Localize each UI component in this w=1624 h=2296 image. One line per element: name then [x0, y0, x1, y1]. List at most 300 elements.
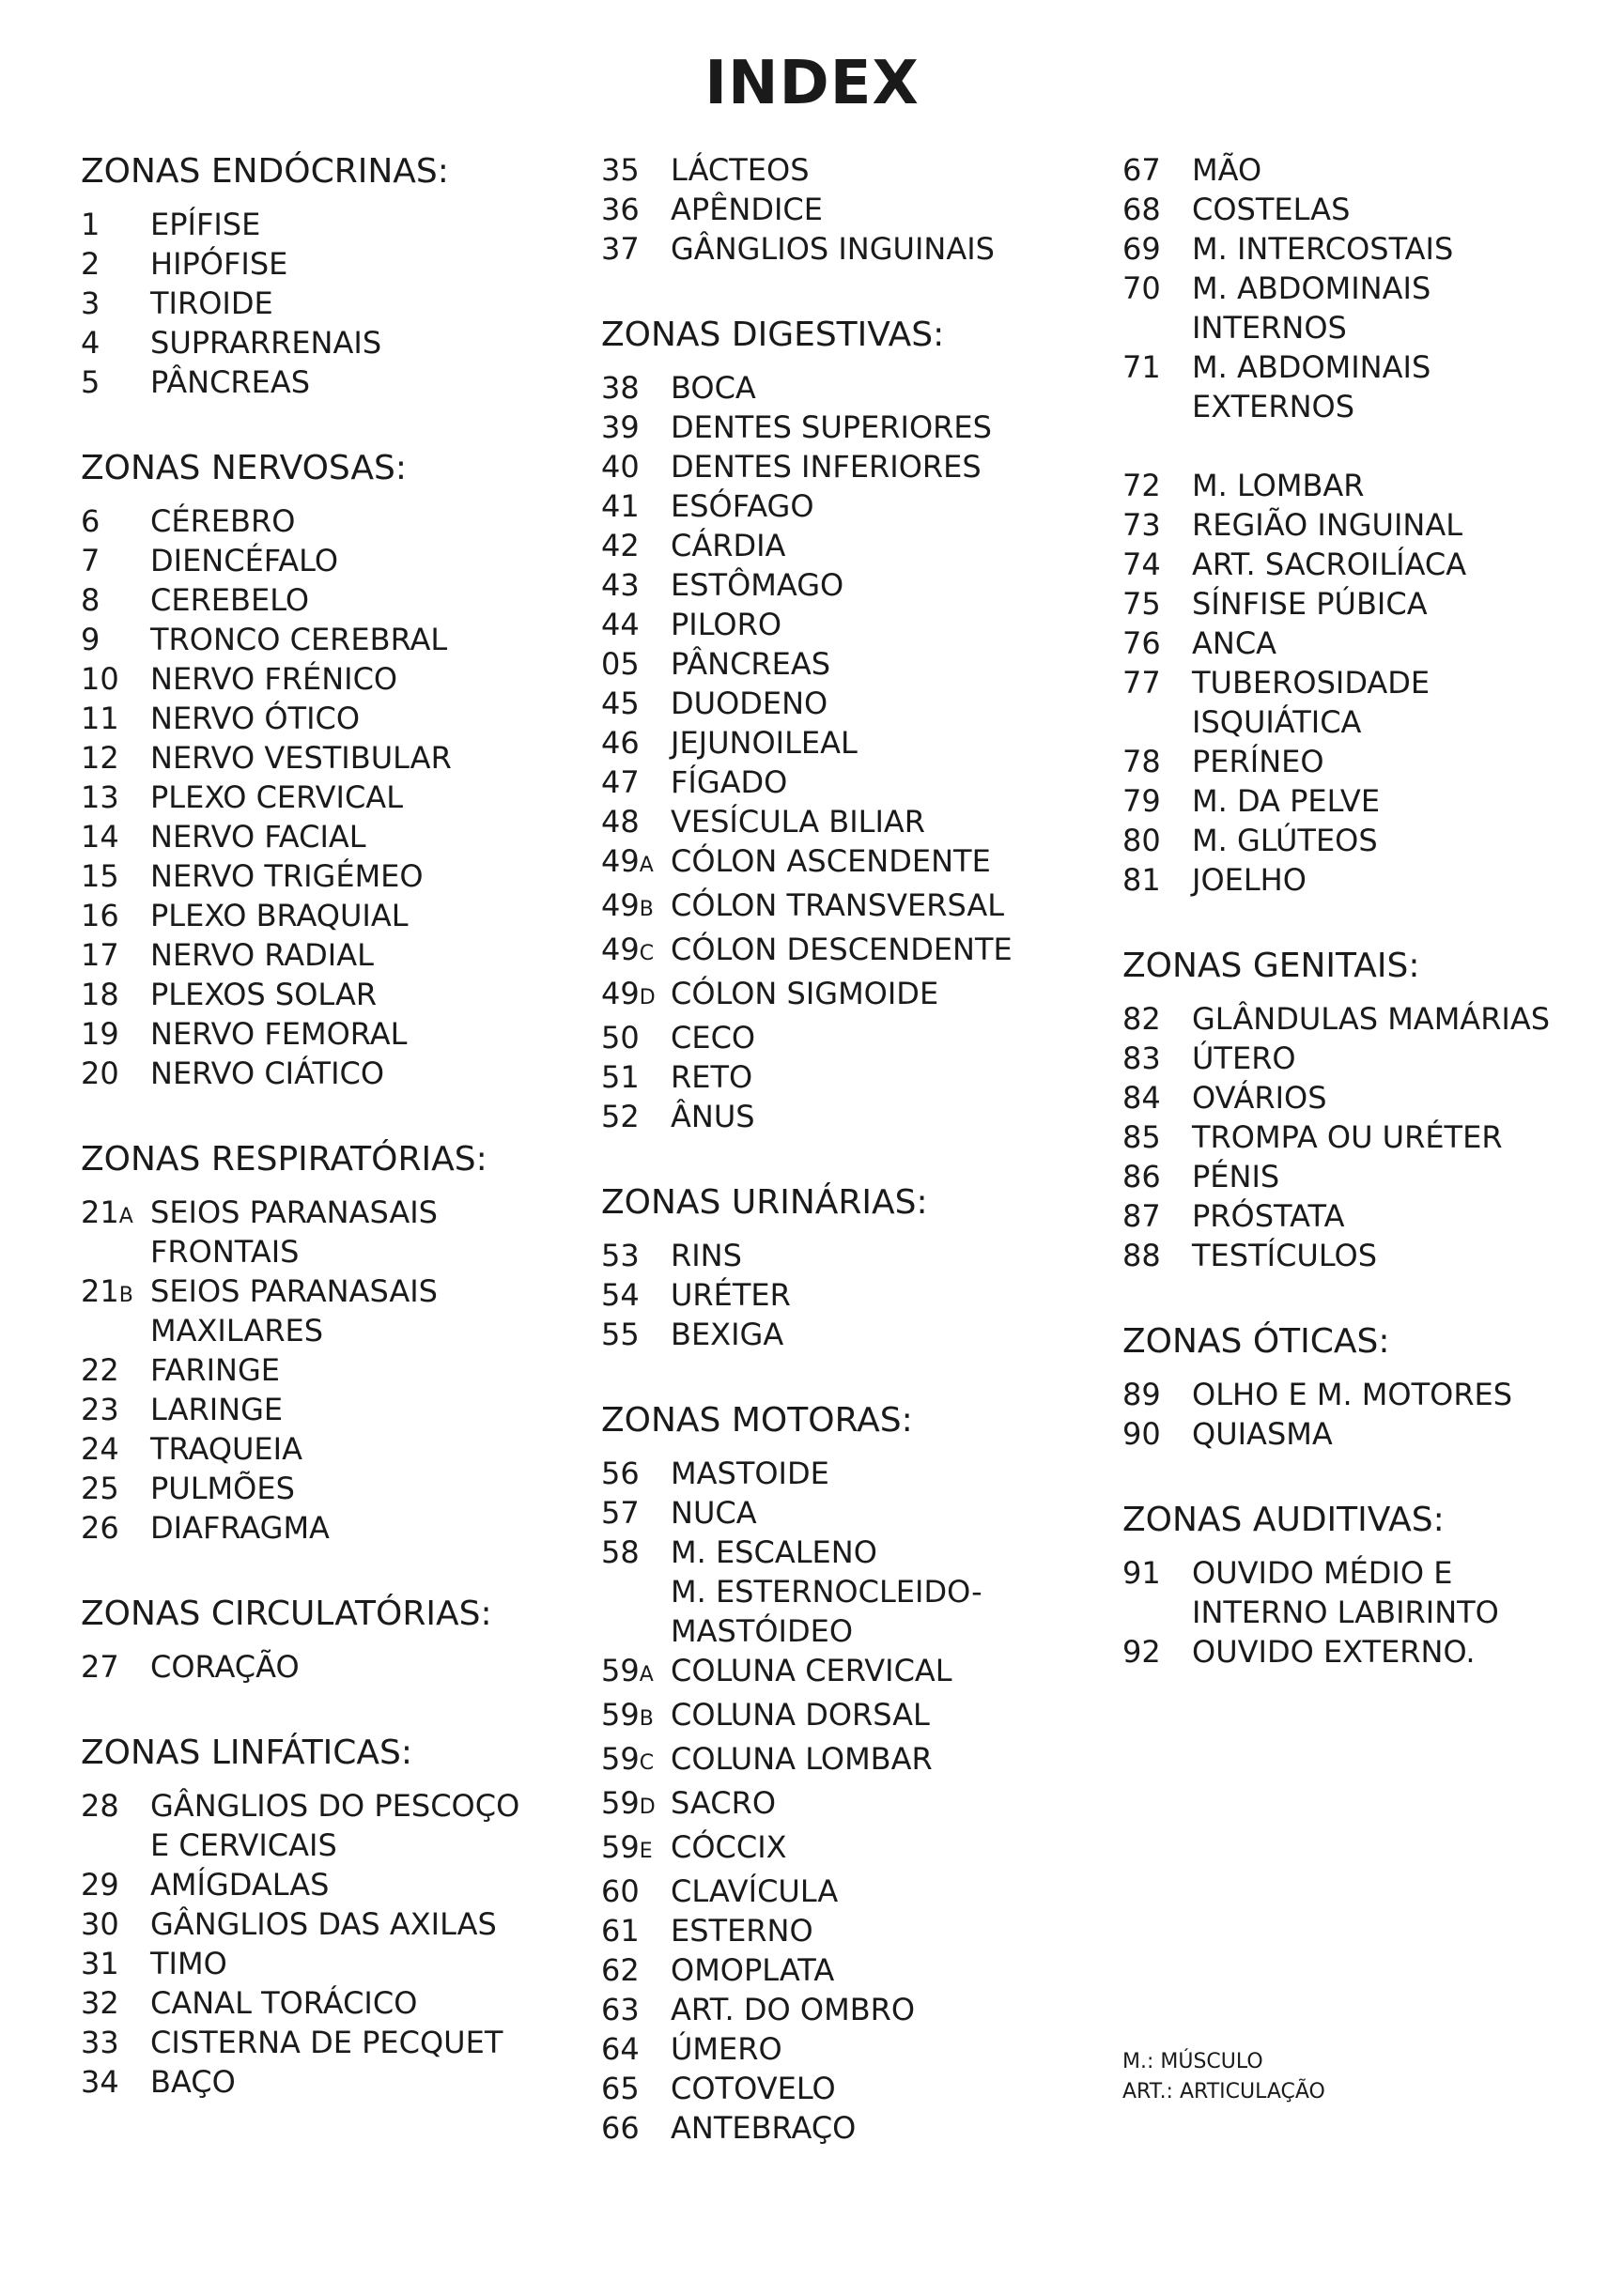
- entry-number-value: 66: [601, 2110, 640, 2146]
- entry-number-value: 44: [601, 607, 640, 642]
- entry-label: [671, 1783, 1090, 1827]
- index-entry: [601, 2029, 1090, 2069]
- entry-number-value: 14: [81, 819, 119, 855]
- entry-number: [601, 2108, 671, 2148]
- entry-number: [81, 856, 150, 896]
- entry-label-line: GÂNGLIOS DO PESCOÇO: [150, 1788, 520, 1824]
- index-entry: [81, 1983, 569, 2023]
- index-entry: [601, 930, 1090, 974]
- section-heading: ZONAS ENDÓCRINAS:: [81, 152, 449, 191]
- entry-label-line: TIMO: [150, 1946, 227, 1981]
- entry-number-value: 58: [601, 1534, 640, 1570]
- entry-number: [601, 1057, 671, 1097]
- entry-number-value: 85: [1122, 1119, 1161, 1155]
- index-entry: [601, 763, 1090, 802]
- entry-number-value: 82: [1122, 1001, 1161, 1037]
- index-entry: [1122, 466, 1611, 505]
- entry-label: [671, 2029, 1090, 2069]
- entry-number-value: 42: [601, 528, 640, 563]
- entry-number: [601, 644, 671, 684]
- entry-number-value: 21: [81, 1194, 119, 1230]
- entry-number: [81, 1271, 150, 1350]
- entry-number-suffix: B: [639, 1707, 654, 1731]
- section-heading: ZONAS CIRCULATÓRIAS:: [81, 1595, 492, 1633]
- section-heading: ZONAS NERVOSAS:: [81, 449, 408, 487]
- entry-label: [1192, 624, 1611, 663]
- entry-label: [671, 1911, 1090, 1950]
- entry-number: [81, 935, 150, 975]
- entry-label: [1192, 821, 1611, 860]
- entry-label-line: RETO: [671, 1059, 753, 1095]
- index-entry: [601, 644, 1090, 684]
- entry-label-line: ISQUIÁTICA: [1192, 704, 1362, 740]
- entry-number-value: 71: [1122, 349, 1161, 385]
- index-entry: [1122, 1414, 1611, 1454]
- entry-number: [601, 1454, 671, 1493]
- entry-number-value: 91: [1122, 1555, 1161, 1591]
- entry-label: [1192, 347, 1611, 426]
- index-entry: [601, 1827, 1090, 1872]
- entry-label: [671, 723, 1090, 763]
- entry-label-line: PERÍNEO: [1192, 744, 1324, 779]
- entry-label-line: SEIOS PARANASAIS: [150, 1273, 438, 1309]
- entry-label: [1192, 269, 1611, 347]
- entry-label-line: COSTELAS: [1192, 192, 1351, 227]
- entry-number: [601, 930, 671, 974]
- entry-number: [81, 2062, 150, 2102]
- entry-number-value: 5: [81, 364, 101, 400]
- entry-number-value: 11: [81, 701, 119, 736]
- entry-number-value: 59: [601, 1653, 640, 1688]
- entry-label: [150, 244, 569, 284]
- entry-label: [1192, 860, 1611, 900]
- entry-number-value: 89: [1122, 1377, 1161, 1412]
- column-1: [81, 150, 569, 2147]
- entry-number: [81, 817, 150, 856]
- entry-number: [81, 2023, 150, 2062]
- entry-number-value: 6: [81, 503, 101, 539]
- entry-label-line: HIPÓFISE: [150, 246, 288, 282]
- entry-number-value: 59: [601, 1829, 640, 1865]
- entry-label: [671, 447, 1090, 486]
- entry-label-line: CORAÇÃO: [150, 1649, 300, 1685]
- entry-label: [150, 975, 569, 1014]
- index-entry: [1122, 1039, 1611, 1078]
- entry-number: [81, 778, 150, 817]
- index-entry: [601, 974, 1090, 1018]
- entry-label-line: CANAL TORÁCICO: [150, 1985, 418, 2021]
- index-entry: [601, 1872, 1090, 1911]
- entry-number: [601, 368, 671, 408]
- entry-label-line: NERVO ÓTICO: [150, 701, 361, 736]
- entry-number: [601, 886, 671, 930]
- entry-label: [150, 1647, 569, 1687]
- index-entry: [81, 362, 569, 402]
- index-entry: [81, 501, 569, 541]
- entry-label-line: SUPRARRENAIS: [150, 325, 382, 361]
- index-entry: [601, 408, 1090, 447]
- entry-label-line: NERVO VESTIBULAR: [150, 740, 452, 776]
- entry-number-value: 33: [81, 2025, 119, 2060]
- entry-number-value: 92: [1122, 1634, 1161, 1670]
- entry-label-line: M. GLÚTEOS: [1192, 823, 1378, 858]
- entry-number-value: 32: [81, 1985, 119, 2021]
- entry-label-line: PILORO: [671, 607, 782, 642]
- entry-label-line: TRAQUEIA: [150, 1431, 302, 1467]
- entry-number: [601, 447, 671, 486]
- entry-label-line: INTERNOS: [1192, 310, 1347, 346]
- entry-label: [1192, 1375, 1611, 1414]
- index-entry: [81, 856, 569, 896]
- entry-label-line: SÍNFISE PÚBICA: [1192, 586, 1428, 622]
- entry-number-value: 22: [81, 1352, 119, 1388]
- entry-label: [150, 1390, 569, 1429]
- section-heading: ZONAS AUDITIVAS:: [1122, 1501, 1445, 1539]
- entry-number: [601, 1783, 671, 1827]
- entry-label: [671, 1651, 1090, 1695]
- entry-label-line: DIENCÉFALO: [150, 543, 339, 578]
- entry-number-value: 49: [601, 932, 640, 967]
- entry-number-value: 27: [81, 1649, 119, 1685]
- entry-label: [671, 1057, 1090, 1097]
- entry-label-line: ÂNUS: [671, 1099, 755, 1134]
- index-entry: [81, 1350, 569, 1390]
- entry-number-value: 47: [601, 764, 640, 800]
- entry-number-value: 84: [1122, 1080, 1161, 1116]
- entry-label-line: CÓCCIX: [671, 1829, 787, 1865]
- entry-number: [1122, 1632, 1192, 1672]
- entry-number-suffix: B: [118, 1284, 133, 1307]
- entry-number: [1122, 150, 1192, 190]
- index-entry: [601, 2069, 1090, 2108]
- entry-number-value: 21: [81, 1273, 119, 1309]
- entry-number-value: 17: [81, 937, 119, 973]
- entry-label: [671, 150, 1090, 190]
- entry-label: [150, 778, 569, 817]
- entry-number-suffix: E: [639, 1840, 653, 1863]
- index-entry: [1122, 860, 1611, 900]
- page-title: INDEX: [704, 49, 920, 118]
- section-endocrinas: [81, 150, 569, 402]
- entry-label: [150, 699, 569, 738]
- entry-label: [150, 817, 569, 856]
- entry-number: [1122, 347, 1192, 426]
- entry-number-value: 20: [81, 1056, 119, 1091]
- entry-label-line: NERVO FRÉNICO: [150, 661, 398, 697]
- entry-number-value: 60: [601, 1873, 640, 1909]
- index-entry: [601, 229, 1090, 269]
- entry-label: [150, 738, 569, 778]
- entry-label-line: OLHO E M. MOTORES: [1192, 1377, 1513, 1412]
- index-entry: [1122, 781, 1611, 821]
- index-entry: [601, 1315, 1090, 1354]
- entry-number: [1122, 505, 1192, 545]
- entry-number: [1122, 1157, 1192, 1196]
- entry-number: [601, 1950, 671, 1990]
- entry-label-line: NERVO RADIAL: [150, 937, 374, 973]
- entry-label: [671, 974, 1090, 1018]
- entry-number: [1122, 1553, 1192, 1632]
- entry-label-line: OMOPLATA: [671, 1952, 835, 1988]
- entry-label-line: PÂNCREAS: [150, 364, 311, 400]
- entry-number-value: 23: [81, 1392, 119, 1427]
- entry-number: [81, 620, 150, 659]
- entry-number-value: 31: [81, 1946, 119, 1981]
- entry-number: [81, 1904, 150, 1944]
- index-entry: [601, 1783, 1090, 1827]
- entry-label-line: ART. DO OMBRO: [671, 1992, 916, 2027]
- entry-number-value: 41: [601, 488, 640, 524]
- entry-number-value: 63: [601, 1992, 640, 2027]
- entry-number-value: 78: [1122, 744, 1161, 779]
- section-urinarias: [601, 1181, 1090, 1354]
- entry-number-value: 28: [81, 1788, 119, 1824]
- index-entry: [601, 684, 1090, 723]
- entry-number: [1122, 1236, 1192, 1275]
- entry-number: [81, 244, 150, 284]
- entry-number-value: 46: [601, 725, 640, 761]
- entry-number-value: 43: [601, 567, 640, 603]
- entry-number-value: 7: [81, 543, 101, 578]
- entry-number: [81, 1944, 150, 1983]
- entry-number-suffix: C: [639, 942, 655, 965]
- entry-number: [1122, 781, 1192, 821]
- entry-label: [150, 856, 569, 896]
- entry-number-suffix: A: [118, 1205, 133, 1228]
- entry-label-line: MASTOIDE: [671, 1456, 829, 1491]
- entry-number: [81, 1865, 150, 1904]
- section-respiratorias: [81, 1138, 569, 1548]
- entry-number: [601, 1315, 671, 1354]
- entry-label: [671, 930, 1090, 974]
- entry-number-value: 3: [81, 285, 101, 321]
- entry-label-line: NERVO FACIAL: [150, 819, 366, 855]
- entry-label: [671, 1872, 1090, 1911]
- entry-number-value: 15: [81, 858, 119, 894]
- entry-label: [150, 362, 569, 402]
- index-entry: [601, 1739, 1090, 1783]
- entry-label-line: M. DA PELVE: [1192, 783, 1381, 819]
- column-2: [601, 150, 1090, 2193]
- entry-label-line: APÊNDICE: [671, 192, 823, 227]
- entry-label-line: M. ABDOMINAIS: [1192, 270, 1431, 306]
- entry-label: [150, 2023, 569, 2062]
- index-entry: [601, 565, 1090, 605]
- entry-label: [1192, 781, 1611, 821]
- entry-number: [601, 150, 671, 190]
- entry-label: [150, 620, 569, 659]
- entry-label-line: M. LOMBAR: [1192, 468, 1365, 503]
- entry-number-value: 4: [81, 325, 101, 361]
- entry-number-value: 54: [601, 1277, 640, 1313]
- legend-articulacao: ART.: ARTICULAÇÃO: [1122, 2080, 1325, 2103]
- entry-label: [671, 526, 1090, 565]
- entry-number: [1122, 584, 1192, 624]
- index-entry: [601, 150, 1090, 190]
- entry-label-line: VESÍCULA BILIAR: [671, 804, 926, 840]
- entry-label-line: TUBEROSIDADE: [1192, 665, 1431, 701]
- entry-label: [1192, 1236, 1611, 1275]
- section-oticas: [1122, 1320, 1611, 1454]
- index-entry: [601, 802, 1090, 841]
- index-entry: [1122, 347, 1611, 426]
- entry-number: [601, 605, 671, 644]
- entry-number-value: 61: [601, 1913, 640, 1949]
- entry-label-line: PLEXO CERVICAL: [150, 779, 404, 815]
- entry-label-line: TIROIDE: [150, 285, 273, 321]
- entry-label-line: PULMÕES: [150, 1471, 295, 1506]
- entry-number-value: 90: [1122, 1416, 1161, 1452]
- entry-label: [671, 2108, 1090, 2148]
- index-entry: [1122, 663, 1611, 742]
- section-circulatorias: [81, 1593, 569, 1687]
- entry-label: [1192, 1553, 1611, 1632]
- entry-label: [1192, 1078, 1611, 1117]
- index-entry: [81, 1054, 569, 1093]
- index-entry: [81, 975, 569, 1014]
- entry-number-value: 51: [601, 1059, 640, 1095]
- entry-label-line: TESTÍCULOS: [1192, 1238, 1378, 1273]
- entry-label: [671, 229, 1090, 269]
- entry-label-line: TROMPA OU URÉTER: [1192, 1119, 1503, 1155]
- entry-number: [81, 1469, 150, 1508]
- entry-number: [1122, 190, 1192, 229]
- index-entry: [81, 2023, 569, 2062]
- entry-number: [81, 501, 150, 541]
- entry-label-line: PÉNIS: [1192, 1159, 1280, 1194]
- entry-label: [150, 935, 569, 975]
- entry-number-value: 49: [601, 976, 640, 1011]
- entry-number-value: 24: [81, 1431, 119, 1467]
- entry-label: [1192, 505, 1611, 545]
- entry-number: [81, 1647, 150, 1687]
- entry-label: [1192, 1157, 1611, 1196]
- entry-number: [601, 1695, 671, 1739]
- entry-number: [601, 526, 671, 565]
- entry-number: [1122, 821, 1192, 860]
- entry-label-line: CLAVÍCULA: [671, 1873, 839, 1909]
- entry-number: [81, 1429, 150, 1469]
- entry-number: [81, 1786, 150, 1865]
- entry-number-value: 13: [81, 779, 119, 815]
- index-entry: [601, 447, 1090, 486]
- entry-label: [150, 1508, 569, 1548]
- entry-label-line: DIAFRAGMA: [150, 1510, 330, 1546]
- entry-number-value: 38: [601, 370, 640, 406]
- index-entry: [81, 580, 569, 620]
- entry-label: [1192, 150, 1611, 190]
- entry-label-line: MÃO: [1192, 152, 1262, 188]
- entry-label: [671, 684, 1090, 723]
- entry-number-value: 52: [601, 1099, 640, 1134]
- entry-label-line: NERVO FEMORAL: [150, 1016, 408, 1052]
- entry-label-line: ANCA: [1192, 625, 1277, 661]
- index-entry: [601, 605, 1090, 644]
- index-entry: [81, 935, 569, 975]
- entry-label-line: BAÇO: [150, 2064, 236, 2100]
- entry-label-line: PÂNCREAS: [671, 646, 831, 682]
- index-entry: [1122, 999, 1611, 1039]
- entry-label: [671, 802, 1090, 841]
- entry-number: [1122, 1414, 1192, 1454]
- index-entry: [1122, 584, 1611, 624]
- entry-number-suffix: D: [639, 986, 656, 1009]
- index-entry: [601, 526, 1090, 565]
- entry-number: [81, 1054, 150, 1093]
- section-genitais: [1122, 945, 1611, 1275]
- entry-label-line: PRÓSTATA: [1192, 1198, 1345, 1234]
- index-entry: [81, 1014, 569, 1054]
- entry-number-value: 56: [601, 1456, 640, 1491]
- entry-label: [671, 1236, 1090, 1275]
- entry-number: [601, 723, 671, 763]
- index-entry: [601, 1057, 1090, 1097]
- column-3: [1122, 150, 1611, 1717]
- entry-label-line: OUVIDO EXTERNO.: [1192, 1634, 1476, 1670]
- entry-number: [81, 1983, 150, 2023]
- entry-label: [150, 1014, 569, 1054]
- entry-number: [601, 1018, 671, 1057]
- entry-number: [1122, 229, 1192, 269]
- section-linfaticas-cont: [601, 150, 1090, 269]
- entry-number-value: 40: [601, 449, 640, 485]
- entry-label-line: NERVO TRIGÉMEO: [150, 858, 424, 894]
- entry-label: [671, 644, 1090, 684]
- index-entry: [81, 896, 569, 935]
- entry-number-value: 77: [1122, 665, 1161, 701]
- entry-label-line: M. INTERCOSTAIS: [1192, 231, 1454, 267]
- index-entry: [1122, 1078, 1611, 1117]
- entry-label-line: LARINGE: [150, 1392, 284, 1427]
- entry-label-line: TRONCO CEREBRAL: [150, 622, 448, 657]
- index-entry: [81, 620, 569, 659]
- entry-number: [601, 974, 671, 1018]
- entry-number: [601, 2029, 671, 2069]
- index-entry: [81, 2062, 569, 2102]
- entry-label-line: INTERNO LABIRINTO: [1192, 1595, 1499, 1630]
- entry-number-value: 81: [1122, 862, 1161, 898]
- entry-label-line: FARINGE: [150, 1352, 280, 1388]
- entry-label: [150, 501, 569, 541]
- entry-number-value: 88: [1122, 1238, 1161, 1273]
- entry-label: [150, 1904, 569, 1944]
- entry-number-value: 80: [1122, 823, 1161, 858]
- entry-number: [81, 1350, 150, 1390]
- entry-number: [81, 738, 150, 778]
- section-motoras: [601, 1399, 1090, 2148]
- entry-number-value: 25: [81, 1471, 119, 1506]
- entry-number: [81, 1390, 150, 1429]
- entry-label: [671, 565, 1090, 605]
- entry-number-value: 19: [81, 1016, 119, 1052]
- entry-label-line: CÁRDIA: [671, 528, 786, 563]
- entry-label: [671, 841, 1090, 886]
- entry-number: [1122, 1117, 1192, 1157]
- entry-number-value: 64: [601, 2031, 640, 2067]
- entry-label-line: URÉTER: [671, 1277, 791, 1313]
- entry-number-suffix: C: [639, 1751, 655, 1775]
- entry-label-line: FÍGADO: [671, 764, 788, 800]
- entry-number-value: 86: [1122, 1159, 1161, 1194]
- index-entry: [81, 1271, 569, 1350]
- entry-label-line: DENTES SUPERIORES: [671, 409, 992, 445]
- entry-label-line: PLEXOS SOLAR: [150, 977, 378, 1012]
- index-entry: [81, 699, 569, 738]
- entry-number-value: 74: [1122, 547, 1161, 582]
- entry-number: [81, 975, 150, 1014]
- section-digestivas: [601, 314, 1090, 1136]
- entry-number-value: 30: [81, 1906, 119, 1942]
